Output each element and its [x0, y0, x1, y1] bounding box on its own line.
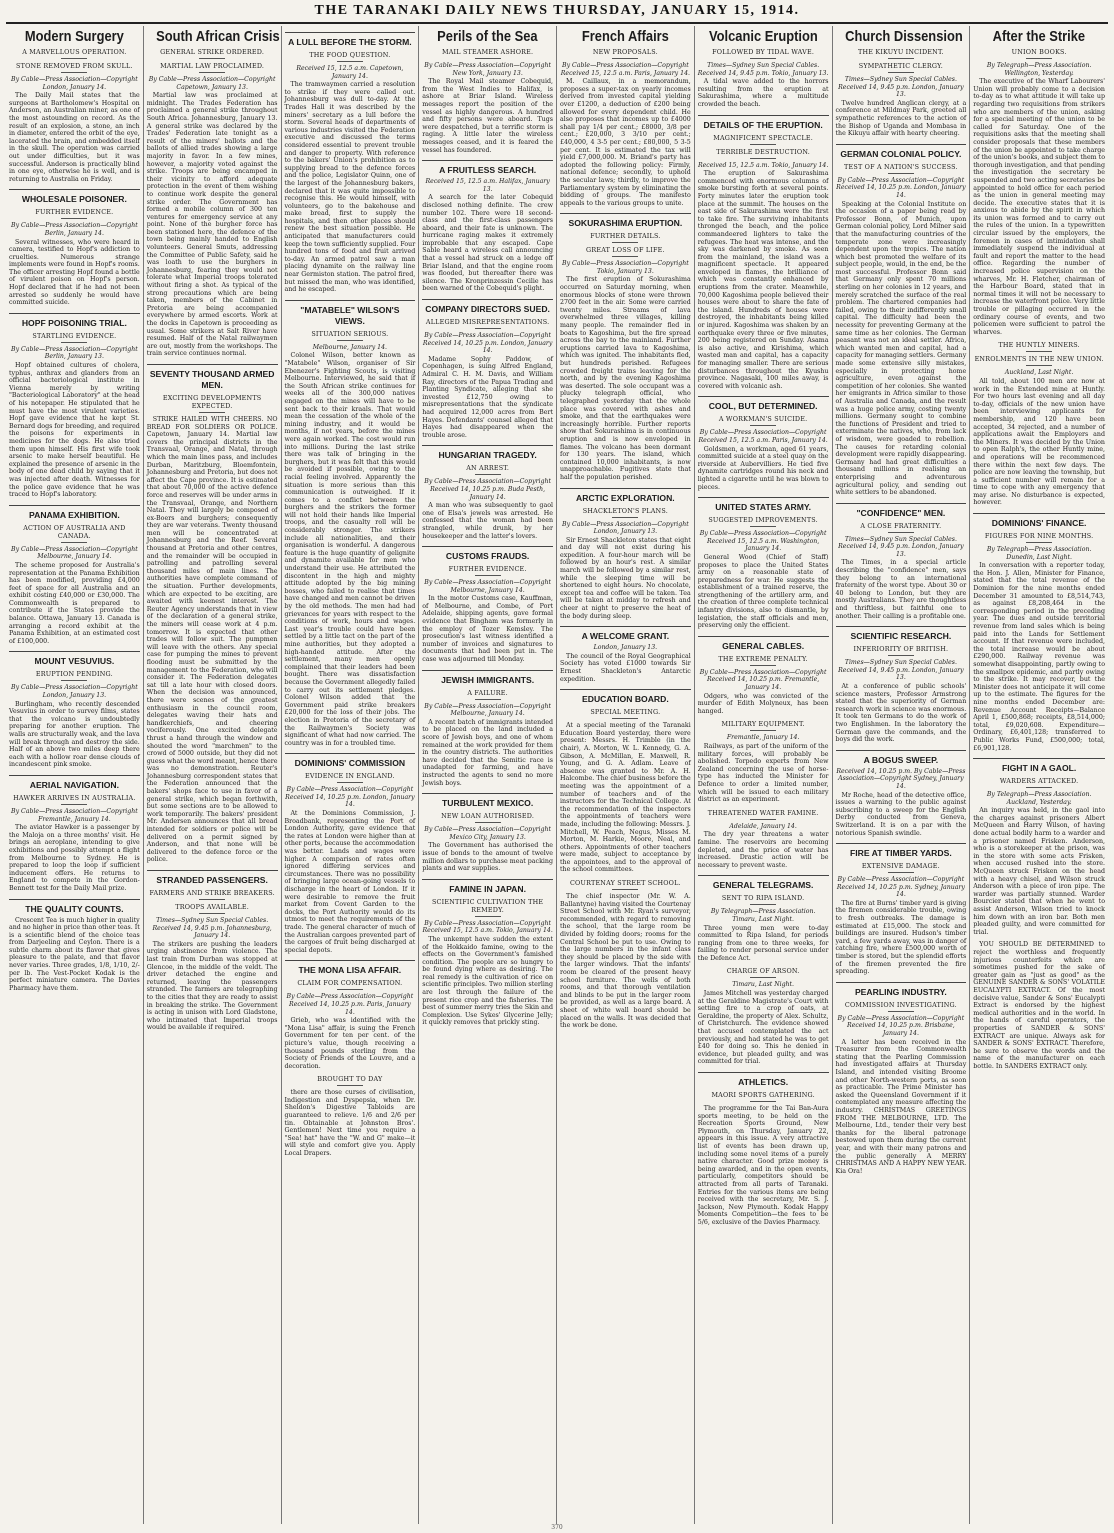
article-subheading: FURTHER EVIDENCE.: [9, 208, 140, 219]
article: [560, 626, 691, 683]
article-subheading: STARTLING EVIDENCE.: [9, 332, 140, 343]
article-dateline: By Cable—Press Association—Copyright Melbourne, January 14.: [11, 545, 138, 561]
article-body: Mr Roche, head of the detective office, issues a warning to the public against subscribing to a sweep for the English Derby conducted from Geneva, Switzerland. It is on a par with the notorious Spanish swindle.: [835, 791, 967, 837]
article-body: The first eruption of Sokurashima occurred on Saturday morning, when enormous blocks of stone were thrown 2700 feet in the air. Some were carried twenty miles. Streams of lava overwhelmed three villages, killing many people. The remainder fled in boats to Kagoshima, but the fire spread across the bay to the mainland. Further eruptions carried lava to Kagoshima, which was ignited. The inhabitants fled, but hundreds perished. Refugees crowded freight trains leaving for the north, and by the evening Kagoshima was deserted. The sole occupant was a plucky telegraph official, who telegraphed yesterday that the whole place was covered with ashes and smoke, and that the earthquakes were increasingly horrible. Further reports show that Sokurashima is in continuous eruption and is now enveloped in flames. The volcano has been dormant for 130 years. The island, which contained 10,000 inhabitants, is now unapproachable. Fugitives state that half the population perished.: [560, 276, 691, 481]
article-subheading: THE FOOD QUESTION.: [285, 51, 416, 62]
article-subheading: MAORI SPORTS GATHERING.: [698, 1091, 829, 1102]
column-5: [557, 26, 695, 1524]
article-headline: EDUCATION BOARD.: [560, 689, 691, 705]
article-body: M. Caillaux, in a memorandum, proposes a super-tax on yearly incomes derived from invested capital yielding over £1200, a deduction of £200 being allowed for every dependent child. He also proposes that incomes up to £4000 shall pay 1/4 per cent.; £8000, 3/8 per cent.; £20,000, 3 3/10 per cent.; £40,000, 4 3-5 per cent.; £80,000, 5 3-5 per cent. It is estimated the tax will yield £7,000,000. M. Briand's party has adopted the following policy: Firmly, national defence; secondly, to uphold the secular laws; thirdly, to improve the Parliamentary system by eliminating the bidding of groups. The manifesto appeals to the various groups to unite.: [560, 78, 691, 207]
article-headline: Volcanic Eruption: [708, 28, 818, 45]
article-subheading: EVIDENCE IN ENGLAND.: [285, 772, 416, 783]
article-subheading: SCIENTIFIC CULTIVATION THE REMEDY.: [422, 898, 553, 917]
article-headline: Church Dissension: [844, 28, 963, 45]
article-body: A letter has been received in the Treasurer from the Commonwealth stating that the Pearling Commission had investigated affairs at Thursday Island, and intended visiting Broome and other North-western ports, as soon as practicable. The Prime Minister has asked the Queensland Government if it contemplated any measure affecting the industry. CHRISTMAS GREETINGS FROM THE MELBOURNE, LTD. The Melbourne, Ltd., tender their very best thanks for the liberal patronage bestowed upon them during the current year, and with their many patrons and the public generally A MERRY CHRISTMAS AND A HAPPY NEW YEAR. Kia Ora!: [835, 1038, 967, 1175]
article-dateline: London, January 13.: [593, 644, 658, 652]
article-subheading: SPECIAL MEETING.: [560, 708, 691, 719]
article-subheading: INFERIORITY OF BRITISH.: [836, 645, 967, 656]
article-subheading: SHACKLETON'S PLANS.: [560, 507, 691, 518]
article-headline: HOPF POISONING TRIAL.: [9, 313, 140, 329]
article-subheading: THE KIKUYU INCIDENT.: [836, 48, 967, 59]
article-body: At the Dominions Commission, J. Broadbank, representing the Port of London Authority, gave evidence that the rates at London were higher than at other ports, because the accommodation was better. Lands and wages were higher. A comparison of rates often ignored differing services and circumstances. There was no possibility of bringing large ocean-going vessels to discharge in the heart of London. If it were desirable to remove the fruit market from Covent Garden to the docks, the Port Authority would do its utmost to meet the requirements of the trade. The general character of much of the Australian cargoes prevented part of the cargoes of fruit being discharged at special depots.: [284, 810, 416, 954]
article-subheading: MARTIAL LAW PROCLAIMED.: [147, 62, 278, 73]
article-dateline: Received 15, 12.5 a.m. Capetown, January 14.: [296, 65, 404, 80]
article-dateline: By Cable—Press Association—Copyright Received 14, 10.25 p.m. London, January 14.: [422, 332, 553, 355]
article-headline: THE QUALITY COUNTS.: [9, 899, 140, 915]
article-dateline: By Cable—Press Association—Copyright Received 14, 10.25 p.m. London, January 14.: [285, 786, 415, 809]
article-headline: SEVENTY THOUSAND ARMED MEN.: [147, 364, 278, 391]
columns: [6, 26, 1108, 1524]
article-subheading: BROUGHT TO DAY: [285, 1075, 416, 1086]
article-dateline: By Cable—Press Association—Copyright Received 15, 12.5 a.m. Paris, January 14.: [698, 429, 828, 444]
article-headline: AERIAL NAVIGATION.: [9, 775, 140, 791]
article-dateline: Times—Sydney Sun Special Cables. Received 14, 9.45 p.m. Tokio, January 13.: [697, 62, 829, 77]
article: [973, 941, 1105, 1070]
article: [422, 546, 553, 664]
article: [973, 28, 1105, 336]
article-dateline: By Telegraph—Press Association. Dunedin, Last Night.: [986, 546, 1092, 561]
article: [973, 758, 1105, 936]
article-subheading: MAIL STEAMER ASHORE.: [422, 48, 553, 59]
masthead-rule: [6, 22, 1108, 24]
article-subheading: SENT TO RIPA ISLAND.: [698, 894, 829, 905]
article-subheading: WARDERS ATTACKED.: [973, 777, 1105, 788]
article-dateline: By Telegraph—Press Association. Auckland, Yesterday.: [986, 791, 1092, 806]
article-body: General Wood (Chief of Staff) proposes to place the United States army on a reasonable state of preparedness for war. He suggests the establishment of a trained reserve, the strengthening of the artillery arm, and the creation of three complete technical infantry divisions, also to dismantle, by legislation, the staff officials and men, preserving only the efficient.: [697, 553, 829, 630]
article-dateline: Fremantle, January 14.: [726, 734, 800, 742]
article-headline: GENERAL CABLES.: [698, 636, 829, 652]
article-body: The tramwaymen carried a resolution to strike if they were called out. Johannesburg was dull to-day. At the Trades Hall it was described by the miners' secretary as a lull before the storm. Several heads of departments of various industries visited the Federation executive and discussed the terms considered essential to prevent trouble and danger to property. With reference to the bakers' Union's prohibition as to supplying bread to the defence forces and the police, Legislator Quinn, one of the largest of the Johannesburg bakers, declared that it was quite impossible to recognise this. He would himself, with volunteers, go to the bakehouse and make bread, first to supply the hospitals, and then other places should renew the best situation possible. He anticipated that manufacturers could keep the town sufficiently supplied. Four hundred tons of food and fruit arrived to-day. An armed patrol saw a man placing dynamite on the railway line near Germiston station. The patrol fired, but missed the man, who was identified, and he escaped.: [284, 81, 416, 294]
page-number: 370: [551, 1524, 563, 1531]
article-body: Speaking at the Colonial Institute on the occasion of a paper being read by Professor Bonn, of Munich, upon German colonial policy, Lord Milner said that the manufacturing countries of the temperate zone were increasingly dependent upon the tropics. The nation which best promoted the welfare of its subject people, would, in the end, be the most successful. Professor Bonn said that Germany only spent 70 millions sterling on her colonies in 12 years, and merely scratched the surface of the real problem. The chartered companies had failed, owing to their indifferently small capital. The difficulty had been the necessity for preventing Germany at the same time as her colonies. The German peasant was not an ideal settler. Africa, which wanted men and capital, had a capacity for managing settlers. Germany made some extensive silly mistakes, especially in protecting home agriculture, even against the competition of her colonies. She wanted her emigrants in Africa similar to those of Australia and Canada, and the result was a huge police army, costing twenty millions. Germany sought to combine the functions of President and tried to exterminate the natives, who, from lack of wisdom, were goaded to rebellion. The causes for retarding colonial development were rapidly disappearing. Germany had had great difficulties a thousand millions in realising an enterprising and adventurous agricultural policy, and sending out white settlers to be abandoned.: [835, 200, 967, 497]
article-body: At a conference of public schools' science masters, Professor Armstrong stated that the superiority of German research work in science was enormous. It took ten Germans to do the work of two Englishmen. In the laboratory the German gave the commands, and the boys did the work.: [835, 683, 967, 744]
article-subheading: MAGNIFICENT SPECTACLE.: [698, 134, 829, 145]
article-headline: SCIENTIFIC RESEARCH.: [836, 626, 967, 642]
article: [422, 670, 553, 788]
article-body: YOU SHOULD BE DETERMINED to reject the worthless and frequently injurious counterfeits which are sometimes pushed for the sake of greater gain as "just as good" as the GENUINE SANDER & SONS' VOLATILE EUCALYPTI EXTRACT. Of the most decisive value, Sander & Sons' Eucalypti Extract is endorsed by the highest medical authorities and in the world. In the hands of careful operators, the properties of SANDER & SONS' EXTRACT are unique. Always ask for SANDER & SONS' EXTRACT. Therefore, be sure to observe the words and the name of the manufacturer on each bottle. In SANDERS EXTRACT only.: [973, 941, 1105, 1070]
article-dateline: By Cable—Press Association—Copyright Capetown, January 13.: [148, 76, 276, 91]
article-headline: JEWISH IMMIGRANTS.: [422, 670, 553, 686]
article-dateline: By Cable—Press Association—Copyright Received 14, 10.25 p.m. Paris, January 14.: [286, 993, 414, 1016]
article-body: Odgers, who was convicted of the murder of Edith Molyneux, has been hanged.: [697, 692, 829, 715]
article: [836, 843, 967, 976]
article-headline: PEARLING INDUSTRY.: [836, 982, 967, 998]
article-dateline: Timaru, Last Night.: [732, 981, 794, 989]
article-subheading: EXCITING DEVELOPMENTS EXPECTED.: [147, 394, 278, 413]
article-subheading: TROOPS AVAILABLE.: [147, 903, 278, 914]
article: [422, 28, 553, 154]
article-body: The fire at Burns' timber yard is giving the firemen considerable trouble, owing to fresh outbreaks. The damage is estimated at £15,000. The stock and buildings are insured. Hudson's timber yard, a few yards away, was in danger of catching fire, where £500,000 worth of timber is stored, but the splendid efforts of the firemen prevented the fire spreading.: [835, 899, 967, 976]
article: [9, 28, 140, 183]
article-subheading: A CLOSE FRATERNITY.: [836, 522, 967, 533]
article: [560, 28, 691, 207]
article-subheading: A MARVELLOUS OPERATION.: [9, 48, 140, 59]
article-body: All told, about 100 men are now at work in the Extended mine at Huntly. For two hours last evening and all day to-day, officials of the new union have been interviewing applicants for membership, and 120 have been accepted, 34 rejected, and a number of applications await the Employers and the Miners. It was decided by the Union to open Ralph's, the other Huntly mine, and operations will be recommenced there within the next few days. The police are now leaving the township, but a sufficient number will remain for a time to cope with any emergency that may arise. No disturbance is expected, however.: [973, 377, 1105, 507]
article-body: The executive of the Wharf Labourers' Union will probably come to a decision to-day as to what attitude it will take up regarding two requisitions from strikers who are members of the union, asking for a special meeting of the union to be called for Saturday. One of the requisitions asks that the meeting shall consider proposals that these members of the union be appointed to take charge of the union's books, and subject them to thorough investigation, and that pending the investigation the secretary be suspended and two acting secretaries be appointed to hold office for each period as the union in general meeting may decide. The executive states that it is anxious to abide by the spirit in which its union was formed and to carry out the rules of the union. In a typewritten circular issued by the employers, the foremen in cases of intimidation shall immediately suspend the individual at fault and report the matter to the head office. Regarding the number of increased police supervision on the wharves, Mr. H. Fletcher, chairman of the Harbour Board, stated that in normal times it will not be necessary to increase the waterfront police. Very little trouble or pillaging occurred in the ordinary course of events, and two policemen were sufficient to patrol the wharves.: [973, 78, 1105, 336]
article: [698, 636, 829, 716]
article-body: Colonel Wilson, better known as "Matabele" Wilson, organiser of Sir Ebenezer's Fighting Scouts, is visiting Melbourne. Interviewed, he said that if the South African strike continues for weeks all of the 300,000 natives engaged on the mines will have to be sent back to their kraals. That would mean the cessation of the whole of the mining industry, and it would be months, if not years, before the mines were again worked. The cost would run into millions. During the last strike there was talk of bringing in the burghers, but it was felt that this would be avoided if possible, owing to the racial feeling involved. Apparently the situation is more serious than this communication is outweighed. If it comes to a conflict between the burghers and the strikers the former will not hold their hands like Imperial troops, and the casualty roll will be considerably stronger. The strikers include all nationalities, and their organisation is wonderful. A dangerous feature is the huge quantity of gelignite and dynamite available for men who understand their use. He attributed the discontent in the high and mighty attitude adopted by the big mining bosses, who failed to realise that times have changed and men cannot be driven by the old methods. The men had had grievances for years with respect to the conditions of work, hours and wages. Last year's trouble could have been settled by a little tact on the part of the mine authorities, but they adopted a high-handed attitude. After the settlement, many men openly complained that their leaders had been bought. There was dissatisfaction because the Government allegedly failed to carry out its settlement pledges. Colonel Wilson added that the Government paid strike breakers £20,000 for the loss of their jobs. The election in Pretoria of the secretary of the Railwaymen's Society was significant of what had now carried. The country was in for a troubled time.: [284, 352, 416, 747]
article-dateline: Melbourne, January 14.: [312, 343, 388, 351]
article: [836, 626, 967, 744]
article-subheading: ERUPTION PENDING.: [9, 670, 140, 681]
article-dateline: By Cable—Press Association—Copyright London, January 13.: [562, 520, 689, 536]
article-dateline: By Cable—Press Association—Copyright Received 15, 12.5 a.m. Tokio, January 14.: [422, 919, 553, 935]
article-subheading: EXTENSIVE DAMAGE.: [836, 862, 967, 873]
article-dateline: By Cable—Press Association—Copyright Mexico City, January 13.: [424, 826, 551, 841]
article-dateline: By Cable—Press Association—Copyright Tokio, January 13.: [562, 260, 689, 275]
article-body: The unkempt have sudden the extent of the Hokkaido famine, owing to the effects on the Government's famished condition. The people are so hungry to be found dying where as desiring. The real remedy is the cultivation of rice on scientific principles. Two million sterling are lost through the failure of the present rice crop and the fisheries. The best of summer merry tries the Skin and Complexion. Use Sykes' Glycerine Jelly; it quickly removes that prickly sting.: [422, 935, 553, 1027]
article: [836, 144, 967, 497]
article-subheading: AN ARREST.: [422, 464, 553, 475]
article: [836, 750, 967, 837]
article-headline: DETAILS OF THE ERUPTION.: [698, 115, 829, 131]
article-dateline: By Cable—Press Association—Copyright Melbourne, January 14.: [424, 579, 551, 594]
article-dateline: By Cable—Press Association—Copyright London, January 13.: [11, 684, 138, 700]
article: [560, 213, 691, 481]
article-headline: TURBULENT MEXICO.: [422, 793, 553, 809]
article-subheading: GREAT LOSS OF LIFE.: [560, 246, 691, 257]
article: [285, 300, 416, 747]
article-dateline: By Cable—Press Association—Copyright Berlin, January 13.: [11, 345, 138, 361]
article-body: The aviator Hawker is a passenger by the Maloja on a three months' visit. He brings an aeroplane, intending to give exhibitions and possibly attempt a flight from Melbourne to Sydney. He is prepared to loop the loop if sufficient inducement offers. He returns to England to compete in the Gordon-Bennett test for the Daily Mail prize.: [9, 824, 140, 892]
article-headline: COMPANY DIRECTORS SUED.: [422, 299, 553, 315]
article: [147, 364, 278, 864]
article-subheading: NEW LOAN AUTHORISED.: [422, 812, 553, 823]
article: [698, 720, 829, 803]
column-8: [970, 26, 1108, 1524]
article-subheading: MILITARY EQUIPMENT.: [698, 720, 829, 731]
article-subheading: SITUATION SERIOUS.: [285, 330, 416, 341]
article-dateline: By Cable—Press Association—Copyright Received 14, 10.25 p.m. Sydney, January 14.: [836, 876, 965, 899]
article-subheading: CLAIM FOR COMPENSATION.: [285, 979, 416, 990]
article-headline: ARCTIC EXPLORATION.: [560, 488, 691, 504]
article-dateline: By Cable—Press Association—Copyright London, January 14.: [11, 76, 138, 91]
article-dateline: By Cable—Press Association—Copyright Received 14, 10.25 p.m. Fremantle, January 14.: [699, 668, 827, 692]
article-headline: GENERAL TELEGRAMS.: [698, 875, 829, 891]
article-body: The council of the Royal Geographical Society has voted £1000 towards Sir Ernest Shackleton's Antarctic expedition.: [560, 652, 691, 683]
article-headline: FIRE AT TIMBER YARDS.: [836, 843, 967, 859]
article-subheading: HAWKER ARRIVES IN AUSTRALIA.: [9, 794, 140, 805]
article-headline: HUNGARIAN TRAGEDY.: [422, 445, 553, 461]
article-body: A tidal wave added to the horrors resulting from the eruption at Sakurashima, where a multitude crowded the beach.: [697, 78, 829, 108]
article-dateline: By Telegraph—Press Association. Timaru, Last Night.: [710, 908, 816, 923]
article: [422, 160, 553, 293]
article-subheading: THE HUNTLY MINERS.: [973, 341, 1105, 352]
article-subheading: COMMISSION INVESTIGATING.: [836, 1001, 967, 1012]
article-headline: South African Crisis: [155, 28, 280, 45]
article-dateline: Received 15, 12.5 a.m. Halifax, January 13.: [425, 178, 550, 193]
article-headline: WHOLESALE POISONER.: [9, 189, 140, 205]
article-subheading: A WORKMAN'S SUICIDE.: [698, 415, 829, 426]
article-subheading: NEW PROPOSALS.: [560, 48, 691, 59]
article-body: A man who was subsequently to gaol one of Elsa's jewels was arrested. He confessed that the woman had been strangled, while drunk, by her housekeeper and the latter's lovers.: [422, 502, 553, 540]
article-body: The strikers are pushing the leaders urging abstinence from violence. The last train from Durban was stopped at Glencoe, in the middle of the veldt. The driver detached the engine and returned, leaving the passengers stranded. The farmers are telegraphing to the cities that they are ready to assist in breaking the strike. The Government is acting in unison with Lord Gladstone, who intimated that Imperial troops would be available if required.: [146, 940, 278, 1032]
article-body: Three young men were to-day committed to Ripa Island, for periods ranging from one to three weeks, for failing to render personal service under the Defence Act.: [697, 924, 829, 962]
article: [560, 488, 691, 621]
article: [836, 28, 967, 138]
article: [285, 1075, 416, 1157]
article-body: The chief inspector (Mr. W. A. Ballantyne) having visited the Courtenay Street School with Mr. Ryan's surveyor, recommended, with regard to removing the school, that the large room be divided by folding doors; rooms for the Central School be put to use. Owing to the large numbers in the infant class they should be placed by the side with the larger windows. That the infants' room be cleared of the present heavy school furniture. The wells of both rooms, and that thorough ventilation and blinds to be put in the larger room be provided, as well as a large board. A sheet of white wall board should be placed on the walls. It was decided that the work be done.: [560, 893, 691, 1030]
article-headline: UNITED STATES ARMY.: [698, 497, 829, 513]
article-subheading: FURTHER DETAILS.: [560, 232, 691, 243]
article: [147, 28, 278, 358]
article-body: In conversation with a reporter today, the Hon. J. Allen, Minister for Finance, stated that the total revenue of the Dominion for the nine months ended December 31 amounted to £8,514,743, as against £8,208,464 in the corresponding period in the preceding year. The dues and outside territorial revenue from land sales which is being paid into the Lands for Settlement account. If that revenue were included, the total increase would be about £290,000. Railway revenue was somewhat disappointing, partly owing to the smallpox epidemic, and partly owing to the strike. It may recover, but the Minister does not anticipate it will come up to the estimate. The figures for the nine months ended December are: Revenue Account Receipts—Balance April 1, £500,868; receipts, £8,514,000; total, £9,020,608. Expenditure—Ordinary, £6,401,128; transferred to Public Works Fund, £500,000; total, £6,901,128.: [973, 562, 1105, 752]
article-body: The scheme proposed for Australia's representation at the Panama Exhibition has been modified, providing £4,000 feet of space for all Australia and an exhibit costing £40,000 or £30,000. The Commonwealth is prepared to contribute if the States provide the balance. Ottawa, January 13. Canada is arranging a record exhibit at the Panama Exhibition, at an estimated cost of £100,000.: [9, 561, 140, 645]
article-headline: GERMAN COLONIAL POLICY.: [836, 144, 967, 160]
article-body: Madame Sophy Paddow, of Copenhagen, is suing Alfred England, Admiral C. H. M. Davis, and William Ray, directors of the Papua Trading and Planting Syndicate, alleging that she invested £12,750 owing to misrepresentations that the syndicate had acquired 12,000 acres from Bert Hayes. Defendants' counsel alleged that Hayes had disappeared when the trouble arose.: [422, 355, 553, 439]
article-subheading: THREATENED WATER FAMINE.: [698, 809, 829, 820]
column-1: [6, 26, 144, 1524]
article: [422, 445, 553, 540]
article-headline: Modern Surgery: [24, 28, 124, 45]
article-body: At a special meeting of the Taranaki Education Board yesterday, there were present: Messrs. H. Trimble (in the chair), A. Morton, W. L. Kennedy, G. A. Gibson, A. McMillan, E. Maxwell, R. Young, and G. A. Adlam. Leave of absence was granted to Mr. A. H. Halcombe. The chief business before the meeting was the appointment of a number of teachers and of the instructors for the Technical College. At the recommendation of the inspectors the appointments of teachers were made, including the following: Messrs. J. Mitchell, W. Peach, Negus, Misses M. Morton, M. Harkie, Moore, Neal, and others. Appointments of other teachers were made, subject to acceptance by the appointees, and to the approval of the school committees.: [560, 722, 691, 874]
article-headline: "MATABELE" WILSON'S VIEWS.: [285, 300, 416, 327]
article: [836, 982, 967, 1175]
article-body: In the motor Customs case, Kauffman, of Melbourne, and Combe, of Port Adelaide, shipping agents, gave formal evidence that Bingham was formerly in the employ of Tozer Kemsley. The prosecution's last witness identified a number of invoices and signatures to documents that had been put in. The case was adjourned till Monday.: [422, 595, 553, 664]
article-subheading: SYMPATHETIC CLERGY.: [836, 62, 967, 73]
article-dateline: Times—Sydney Sun Special Cables. Received 14, 9.45 p.m. London, January 13.: [838, 76, 964, 99]
article-body: James Mitchell was yesterday charged at the Geraldine Magistrate's Court with setting fire to a crop of oats, at Geraldine, the property of Alex. Schultz, of Christchurch. The evidence showed that accused contemplated the act previously, and had stated he was to get £40 for doing so. This he denied in evidence, but pleaded guilty, and was committed for trial.: [697, 990, 829, 1066]
article-body: Railways, as part of the uniform of the military forces, will probably be abolished. Torpedo experts from New Zealand concerning the use of horse-type has inducted the Minister for Defence to order a limited number, which will be issued to each military district as an experiment.: [697, 743, 829, 804]
article-subheading: ALLEGED MISREPRESENTATIONS.: [422, 318, 553, 329]
article-headline: STRANDED PASSENGERS.: [147, 870, 278, 886]
article-subheading: FIGURES FOR NINE MONTHS.: [973, 532, 1105, 543]
article-dateline: By Cable—Press Association—Copyright New York, January 13.: [424, 62, 551, 77]
column-4: [419, 26, 557, 1524]
article-subheading: FURTHER EVIDENCE.: [422, 565, 553, 576]
article-body: there are those curses of civilisation, Indigestion and Dyspepsia, when Dr. Sheldon's Digestive Tabloids are guaranteed to relieve. 1/6 and 2/6 per tin. Obtainable at Johnston Bros'. Gentlemen! Next time you require a "Sea! hat" have the "W. and G" make—it will style and comfort give you. Apply Local Drapers.: [284, 1089, 416, 1158]
article: [836, 503, 967, 621]
article-dateline: Received 15, 12.5 a.m. Tokio, January 14.: [697, 161, 829, 169]
article-subheading: FOLLOWED BY TIDAL WAVE.: [698, 48, 829, 59]
article-headline: FIGHT IN A GAOL.: [973, 758, 1105, 774]
article-dateline: By Cable—Press Association—Copyright Received 14, 10.25 p.m. Brisbane, January 14.: [837, 1014, 965, 1037]
article-body: Grieb, who was identified with the "Mona Lisa" affair, is suing the French Government for ten per cent. of the picture's value, though receiving a thousand pounds sterling from the Society of Friends of the Louvre, and a decoration.: [284, 1017, 416, 1070]
article: [560, 689, 691, 874]
article-headline: COOL, BUT DETERMINED.: [698, 396, 829, 412]
article-body: The Royal Mail steamer Cobequid, from the West Indies to Halifax, is ashore at Briar Island. Wireless messages report the position of the vessel as highly dangerous. A hundred and fifty persons were aboard. Tugs were despatched, but a terrific storm is raging. A little later the wireless messages ceased, and it is feared the vessel has foundered.: [422, 78, 553, 154]
article-dateline: By Cable—Press Association—Copyright Berlin, January 14.: [11, 222, 138, 237]
article: [9, 189, 140, 307]
article-subheading: ENROLMENTS IN THE NEW UNION.: [973, 355, 1105, 366]
article-body: Sir Ernest Shackleton states that eight and day will not exist during his expedition. A four-hour march will be followed by an hour's rest. A similar march will be followed by a similar rest, while the sleeping time will be shortened to eight hours. No chocolate, except tea and coffee will be taken. Tea will be taken at midday to refresh and cheer at night to preserve the heat of the body during sleep.: [560, 536, 691, 620]
article: [698, 809, 829, 870]
article-headline: DOMINIONS' COMMISSION: [285, 753, 416, 769]
article: [698, 1072, 829, 1227]
article: [9, 775, 140, 893]
article-headline: FAMINE IN JAPAN.: [422, 879, 553, 895]
article-dateline: Adelaide, January 14.: [729, 822, 797, 830]
article-body: The Times, in a special article describing the "confidence" men, says they belong to an international fraternity of the worst type. About 30 or 40 belong to London, but they are mostly Australians. They are thoughtless and thriftless, but faithful one to another. Their calling is a profitable one.: [835, 559, 967, 620]
article: [973, 513, 1105, 752]
column-7: [833, 26, 971, 1524]
article-headline: PANAMA EXHIBITION.: [9, 505, 140, 521]
article-headline: After the Strike: [992, 28, 1086, 45]
article-body: Goldsmen, a workman, aged 61 years, committed suicide at a steel quay on the riverside at Aubervilliers. He tied five dynamite cartridges round his neck and lighted a cigarette until he was blown to pieces.: [697, 445, 829, 491]
article: [147, 870, 278, 1032]
article-body: A recent batch of immigrants intended to be placed on the land included a score of Jewish boys, and one of whom remained at the work provided for them in the country districts. The authorities have decided that the Semitic race is unadapted for farming, and have instructed the agents to send no more Jewish boys.: [422, 718, 553, 787]
article-headline: MOUNT VESUVIUS.: [9, 651, 140, 667]
article-dateline: By Cable—Press Association—Copyright Melbourne, January 14.: [424, 702, 551, 718]
article-body: The Government has authorised the issue of bonds to the amount of twelve million dollars to purchase meat packing plants and war supplies.: [422, 842, 553, 873]
article: [698, 115, 829, 391]
article-body: Hopf obtained cultures of cholera, typhus, anthrax and glanders from an official bacteriological institute in Vienna merely by writing "Bacteriological Laboratory" at the head of his notepaper. He stipulated that he must have the most virulent varieties. Hopf gave evidence that he kept St. Bernard dogs for breeding, and required the poisons for experiments in medicines for the dogs. He also tried them upon himself. His first wife took arsenic to make herself beautiful. He explained the presence of arsenic in the body of one dead child by saying that it was injected after death. Witnesses for the police gave evidence that he was traced to Hopf's laboratory.: [9, 362, 140, 499]
article: [285, 32, 416, 294]
article-subheading: STONE REMOVED FROM SKULL.: [9, 62, 140, 73]
article-body: Twelve hundred Anglican clergy, at a conference at Mildmay Park, greeted all sympathetic references to the action of the Bishop of Uganda and Mombasa in the Kikuyu affair with hearty cheering.: [835, 99, 967, 138]
article-headline: CUSTOMS FRAUDS.: [422, 546, 553, 562]
article-headline: Perils of the Sea: [437, 28, 538, 45]
article-dateline: Times—Sydney Sun Special Cables. Received 14, 9.45 p.m. London, January 13.: [838, 659, 964, 682]
article: [698, 875, 829, 962]
article-subheading: UNION BOOKS.: [973, 48, 1105, 59]
article-dateline: By Cable—Press Association—Copyright Fremantle, January 14.: [11, 807, 138, 823]
article-subheading: COURTENAY STREET SCHOOL.: [560, 879, 691, 890]
article: [285, 753, 416, 954]
article-dateline: Times—Sydney Sun Special Cables. Received 14, 9.45 p.m. Johannesburg, January 14.: [152, 917, 272, 940]
article-dateline: By Cable—Press Association—Copyright Received 15, 12.5 a.m. Paris, January 14.: [560, 62, 690, 77]
article: [422, 793, 553, 873]
article-subheading: THE EXTREME PENALTY.: [698, 655, 829, 666]
article-headline: "CONFIDENCE" MEN.: [836, 503, 967, 519]
article: [698, 28, 829, 109]
article: [973, 341, 1105, 507]
column-2: [144, 26, 282, 1524]
article-body: The dry year threatens a water famine. The reservoirs are becoming depleted, and the price of water has increased. Drastic action will be necessary to prevent waste.: [697, 831, 829, 869]
article: [422, 879, 553, 1027]
article-body: Burlingham, who recently descended Vesuvius in order to survey films, states that the volcano is undoubtedly preparing for another eruption. The walls are structurally weak, and the lava will break through and destroy the side. Half of an above two miles deep there each with a hollow roar dense clouds of incandescent pink smoke.: [9, 700, 140, 769]
article-subheading: A FAILURE.: [422, 689, 553, 700]
article-dateline: By Cable—Press Association—Copyright Received 14, 10.25 p.m. London, January 14.: [836, 176, 966, 199]
article-body: The eruption of Sakurashima commenced with enormous columns of smoke bursting forth at several points. Forty minutes later the eruption took place at the summit. The houses on the east side of Sakurashima were the first to take fire. The surviving inhabitants thronged the beach, and the police commandeered lighters to take the refugees. The heat was intense, and the sky was darkened by smoke. As seen from the mainland, the island was a magnificent spectacle. It appeared enveloped in flames, the brilliance of which was constantly enhanced by eruptions from the crater. Meanwhile, 70,000 Kagoshima people believed their houses were about to share the fate of the island. Hundreds of houses were destroyed, the inhabitants being killed or injured. Kagoshima was shaken by an earthquake every three or five minutes, 200 being registered on Sunday. Asama is also active, and Kirishima, which wasted man and capital, has a capacity for managing smaller. There are serious disturbances throughout the Kyushu province. Nagasaki, 100 miles away, is covered with volcanic ash.: [697, 170, 829, 390]
article: [698, 967, 829, 1066]
article: [9, 899, 140, 993]
article-body: STRIKE HAILED WITH CHEERS. NO BREAD FOR SOLDIERS OR POLICE. Capetown, January 14. Martial law covers the principal districts in the Transvaal, Orange, and Natal, through which the main lines pass, and includes Durban, Maritzburg, Bloemfontein, Johannesburg and Pretoria, but does not affect the Cape province. It is estimated that about 70,000 of the active defence force and reserves will be under arms in the Transvaal, Orange, and Northern Natal. They will largely be composed of ex-Boers and burghers; consequently they are war veterans. Twenty thousand men will be concentrated at Johannesburg and the Reef. Several thousand at Pretoria and other centres, and the remainder will be occupied in patrolling and patrolling several thousand miles of main lines. The authorities have complete command of the situation. Further developments, which are expected to be exciting, are awaited with keenest interest. The Reuter Agency understands that in view of the declaration of a general strike, the miners will cease work at 4 p.m. tomorrow. It is expected that other trades will follow suit. The pumpmen will leave with the others. Any special case for pumping the mines to prevent flooding must be submitted by the management to the Federation, who will consider it. The Federation delegates sat till a late hour with closed doors. When the decision was announced, there were scenes of the greatest enthusiasm in the council room, delegates waving their hats and handkerchiefs, and cheering vociferously. One excited delegate thrust a hand through the window and shouted the word "marchmen" to the crowd of 5000 outside, but they did not guess what the word meant, hence there was no demonstration. Reuter's Johannesburg correspondent states that the Federation announced that the bakers' shops face to use in favor of a general strike, which began forthwith, but some sections are to be allowed to work temporarily. The bakers' president Mr. Andersen announces that all bread intended for soldiers or police will be delivered on a permit signed by Anderson, and that none will be delivered to the defence force or the police.: [146, 415, 278, 864]
article-body: Crescent Tea is much higher in quality and no higher in price than other teas. It is a scientific blend of the choice teas from Darjeeling and Ceylon. There is a subtle charm about its flavor that gives pleasure to the palate, and that flavor never varies. Three grades, 1/8, 1/10, 2/- per lb. The Vest-Pocket Kodak is the perfect miniature camera. The Davies Pharmacy have them.: [9, 916, 140, 992]
article-body: The programme for the Tai Ban-Aura sports meeting, to be held on the Recreation Sports Ground, New Plymouth, on Thursday, January 22, appears in this issue. A very attractive list of events has been drawn up, including some novel items of a purely native character. Good prize money is being awarded, and in the open events, particularly, competitors should be attracted from all parts of Taranaki. Entries for the various items are being received with the secretary, Mr. S. J. Jackson, New Plymouth. Kodak Happy Moments Competition—the fees to be 5/6, exclusive of the Davies Pharmacy.: [697, 1105, 829, 1226]
column-3: [282, 26, 420, 1524]
article-subheading: TERRIBLE DESTRUCTION.: [698, 148, 829, 159]
article: [698, 497, 829, 630]
article-body: An inquiry was held, in the gaol into the charges against prisoners Albert McQueen and Harry Wilson, of having done actual bodily harm to a warder and a prisoner named Frisken. Anderson, who is a storekeeper at the prison, was in the store with some acts Frisken, when accused rushed into the store. McQueen struck Frisken on the head with a heavy chisel, and Wilson struck Anderson with a piece of iron pipe. The warder was partially stunned. Warder Bourcier stated that when he went to assist Anderson, Wilson tried to knock him down with an iron bar. Both men pleaded guilty, and were committed for trial.: [973, 807, 1105, 936]
article: [698, 396, 829, 491]
article-body: Several witnesses, who were heard in camera, testified to Hopf's addiction to cruelties. Numerous strange implements were found in Hopf's rooms. The officer arresting Hopf found a bottle of virulent poison on Hopf's person. Hopf declared that if he had not been arrested so suddenly he would have committed suicide.: [9, 238, 140, 307]
article-headline: A BOGUS SWEEP.: [836, 750, 967, 766]
article-headline: SOKURASHIMA ERUPTION.: [560, 213, 691, 229]
column-6: [695, 26, 833, 1524]
article-headline: French Affairs: [581, 28, 669, 45]
article-dateline: Received 14, 10.25 p.m. By Cable—Press Association—Copyright Sydney, January 14.: [836, 767, 966, 790]
article: [9, 651, 140, 769]
article-subheading: GENERAL STRIKE ORDERED.: [147, 48, 278, 59]
article: [9, 505, 140, 646]
article-body: A search for the later Cobequid disclosed nothing definite. The crew number 102. There were 18 second-class and the first-class passengers aboard, and their fate is unknown. The hurricane raging makes it extremely improbable that any escaped. Cape Sable heard a wireless call announcing that a vessel had struck on a ledge off Briar Island, and that the engine room was flooded, but thereafter there was silence. The Kronprinzessin Cecilie has been warned of the Cobequid's plight.: [422, 194, 553, 293]
article-subheading: TEST OF A NATION'S SUCCESS.: [836, 163, 967, 174]
article-body: The Daily Mail states that the surgeons at Bartholomew's Hospital on Anderson, an Australian miner, as one of the most astounding on record. As the result of an explosion, a stone, an inch in diameter, entered the orbit of the eye, lacerated the brain, and embedded itself in the skull. The operation was carried out under difficulties, but it was successful. Anderson is practically blind in one eye, otherwise he is well, and is returning to Australia on Friday.: [9, 92, 140, 183]
article-headline: A WELCOME GRANT.: [560, 626, 691, 642]
article-headline: A LULL BEFORE THE STORM.: [285, 32, 416, 48]
article: [422, 299, 553, 439]
article-dateline: By Telegraph—Press Association. Wellington, Yesterday.: [986, 62, 1092, 77]
article-dateline: Times—Sydney Sun Special Cables. Received 14, 9.45 p.m. London, January 13.: [838, 535, 964, 558]
article-subheading: FARMERS AND STRIKE BREAKERS.: [147, 889, 278, 900]
article-headline: ATHLETICS.: [698, 1072, 829, 1088]
article-headline: A FRUITLESS SEARCH.: [422, 160, 553, 176]
article-subheading: CHARGE OF ARSON.: [698, 967, 829, 978]
masthead: THE TARANAKI DAILY NEWS THURSDAY, JANUARY 15, 1914.: [314, 3, 800, 18]
article-subheading: SUGGESTED IMPROVEMENTS.: [698, 516, 829, 527]
article-headline: DOMINIONS' FINANCE.: [973, 513, 1105, 529]
article-headline: THE MONA LISA AFFAIR.: [285, 960, 416, 976]
article: [560, 879, 691, 1030]
article: [9, 313, 140, 499]
article: [285, 960, 416, 1070]
article-body: Martial law was proclaimed at midnight. The Trades Federation has proclaimed a general strike throughout South Africa. Johannesburg, January 13. A general strike was declared by the Trades' Federation late tonight as a result of the miners' ballots and the ballots of allied trades showing a large majority in favor. In a few mines, however, a majority voted against the strike. Troops are being encamped in their vicinity to afford adequate protection in the event of them wishing to continue work despite the general strike order. The Government has formed a mobile column of 300 ten ventures for emergency service at any point. None of the burgher force has been stationed here, the defence of the town being mainly handed to English volunteers. General Smuts, addressing the Committee of Public Safety, said he was loath to use the burghers in Johannesburg, fearing they would not tolerate what Imperial troops tolerated without firing a shot. As typical of the strong precautions which are being taken, members of the Cabinet in Pretoria are being accompanied everywhere by armed escorts. Work at the docks in Capetown is proceeding as usual. Some strikers at Salt River have resumed. Half of the Natal railwaymen are out, mostly from the workshops. The train service continues normal.: [146, 92, 278, 358]
article-dateline: By Cable—Press Association—Copyright Received 15, 12.5 a.m. Washington, January 14.: [699, 530, 827, 553]
article-dateline: Auckland, Last Night.: [1004, 369, 1074, 377]
article-subheading: ACTION OF AUSTRALIA AND CANADA.: [9, 524, 140, 543]
article-dateline: By Cable—Press Association—Copyright Received 14, 10.25 p.m. Buda Pesth, January 14.: [424, 478, 551, 501]
